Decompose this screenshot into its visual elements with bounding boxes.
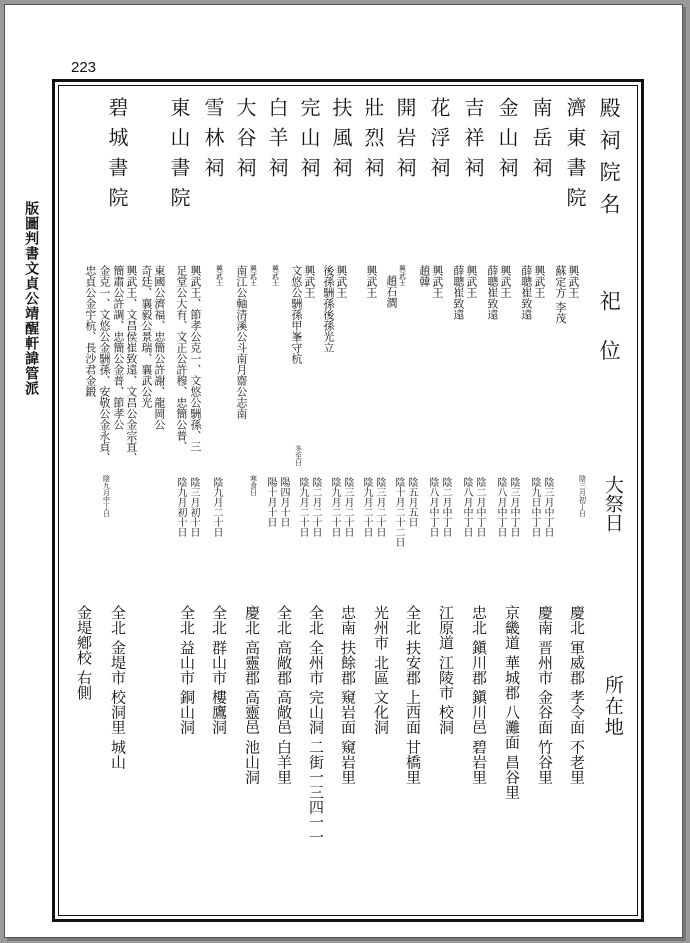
shrine-name: 金山祠	[495, 97, 519, 187]
ritual-date: 陰九月二十日	[361, 477, 372, 537]
enshrined-line: 興武王	[334, 265, 348, 298]
ritual-date: 陽四月十日	[278, 477, 289, 527]
ritual-date: 寒食日	[249, 475, 258, 496]
shrine-name: 扶風祠	[329, 97, 353, 187]
enshrined-line: 興武王	[498, 265, 512, 298]
location: 光州市 北區 文化洞	[372, 605, 390, 735]
ritual-note: 冬至日	[294, 445, 303, 466]
location: 全北 群山市 樓鷹洞	[210, 605, 228, 735]
header-shrine: 祀 位	[597, 290, 622, 372]
enshrined-line: 忠貞公金宇杭、長沙君金鍛	[83, 265, 97, 397]
shrine-name: 壯烈祠	[361, 97, 385, 187]
shrine-name: 花浮祠	[427, 97, 451, 187]
ritual-date: 陰九月二十日	[297, 477, 308, 537]
location: 全北 益山市 銅山洞	[178, 605, 196, 735]
shrine-name: 吉祥祠	[461, 97, 485, 187]
enshrined-line: 奇廷、襄毅公景瑞、襄武公光	[139, 265, 153, 408]
enshrined-line: 簡肅公許調、忠簡公金普、節孝公	[111, 265, 125, 430]
enshrined-line: 足堂公大有、文正公許穆、忠簡公普、	[174, 265, 188, 452]
shrine-name: 濟東書院	[563, 97, 587, 217]
enshrined-line: 興武王	[566, 265, 580, 298]
shrine-name: 大谷祠	[233, 97, 257, 187]
enshrined-line: 興武王、節孝公克一、文悠公駲孫、三	[188, 265, 202, 452]
ritual-date: 陰三月中丁日	[508, 477, 519, 537]
shrine-name: 白羊祠	[265, 97, 289, 187]
ritual-date: 陰二月中丁日	[440, 477, 451, 537]
enshrined-line: 薛聰崔致遠	[519, 265, 533, 320]
page-number: 223	[71, 59, 97, 76]
location: 忠南 扶餘郡 窺岩面 窺岩里	[339, 605, 357, 785]
enshrined-line: 薛聰崔致遠	[451, 265, 465, 320]
location: 全北 全州市 完山洞 二街一三四一一	[307, 605, 325, 845]
shrine-name: 南岳祠	[529, 97, 553, 187]
ritual-date: 陰九日中丁日	[529, 477, 540, 537]
ritual-date: 陰二月中丁日	[474, 477, 485, 537]
header-title: 殿祠院名	[597, 97, 622, 225]
side-title: 版圖判書文貞公靖醒軒諱管派	[23, 201, 40, 396]
shrine-name: 雪林祠	[201, 97, 225, 187]
enshrined-line: 東國公濟福、忠簡公許謝、龍岡公	[152, 265, 166, 430]
location: 江原道 江陵市 校洞	[437, 605, 455, 735]
location: 全北 金堤市 校洞里 城山	[109, 605, 127, 770]
ritual-date: 陰十月二十二日	[393, 477, 404, 547]
shrine-name: 東山書院	[167, 97, 191, 217]
enshrined-line: 興武王	[302, 265, 316, 298]
ritual-date: 陰三月初十日	[188, 477, 199, 537]
enshrined-line: 興武王	[532, 265, 546, 298]
enshrined-line: 薛聰崔致遠	[485, 265, 499, 320]
enshrined-line: 興武王	[430, 265, 444, 298]
enshrined-line: 趙石澗	[384, 275, 398, 308]
enshrined-line: 興武王	[464, 265, 478, 298]
ritual-date: 陰三月二十日	[374, 477, 385, 537]
ritual-date: 陰九月二十日	[211, 477, 222, 537]
location: 金堤鄕校 右側	[75, 605, 93, 700]
ritual-date: 陰三月二十日	[342, 477, 353, 537]
enshrined-line: 南江公軸清溪公斗南月齋公志南	[234, 265, 248, 419]
enshrined-line: 興武王	[271, 265, 280, 286]
header-ritual-date: 大祭日	[601, 475, 624, 532]
location: 全北 扶安郡 上西面 甘橋里	[404, 605, 422, 785]
ritual-date: 陰九月初十日	[175, 477, 186, 537]
ritual-date: 陰八月中丁日	[427, 477, 438, 537]
shrine-name: 碧城書院	[105, 97, 129, 217]
enshrined-line: 蘇定方 李茂	[553, 265, 567, 324]
enshrined-line: 興武王	[398, 265, 407, 286]
location: 全北 高敞郡 高敞邑 白羊里	[275, 605, 293, 785]
enshrined-line: 興武王	[364, 265, 378, 298]
ritual-date: 陰二月二十日	[310, 477, 321, 537]
ritual-date: 陰三月初丁日	[578, 475, 587, 517]
enshrined-line: 文悠公駲孫甲峯守杭	[289, 265, 303, 364]
enshrined-line: 興武王、文昌侯崔致遠、文昌公金宗直、	[124, 265, 138, 463]
ritual-date: 陰五月五日	[406, 477, 417, 527]
ritual-date: 陰三月中丁日	[542, 477, 553, 537]
document-page	[4, 4, 683, 938]
enshrined-line: 趙韓	[417, 265, 431, 287]
ritual-date: 陰八月中丁日	[461, 477, 472, 537]
location: 忠北 鎭川郡 鎭川邑 碧岩里	[470, 605, 488, 785]
enshrined-line: 興武王	[249, 265, 258, 286]
ritual-date: 陽十月十日	[265, 477, 276, 527]
ritual-date: 陰九月二十日	[329, 477, 340, 537]
header-location: 所在地	[601, 675, 624, 738]
enshrined-line: 金克一、文悠公金駲孫、安敬公金永貞、	[97, 265, 111, 463]
enshrined-line: 後孫駲孫後孫光立	[321, 265, 335, 353]
location: 慶南 晋州市 金谷面 竹谷里	[536, 605, 554, 785]
location: 慶北 軍威郡 孝令面 不老里	[568, 605, 586, 785]
location: 慶北 高靈郡 高靈邑 池山洞	[243, 605, 261, 785]
ritual-date: 陰九月中丁日	[102, 475, 111, 517]
shrine-name: 完山祠	[297, 97, 321, 187]
location: 京畿道 華城郡 八灘面 昌谷里	[503, 605, 521, 800]
ritual-date: 陰八月中丁日	[495, 477, 506, 537]
shrine-name: 開岩祠	[393, 97, 417, 187]
enshrined-line: 興武王	[215, 265, 224, 286]
